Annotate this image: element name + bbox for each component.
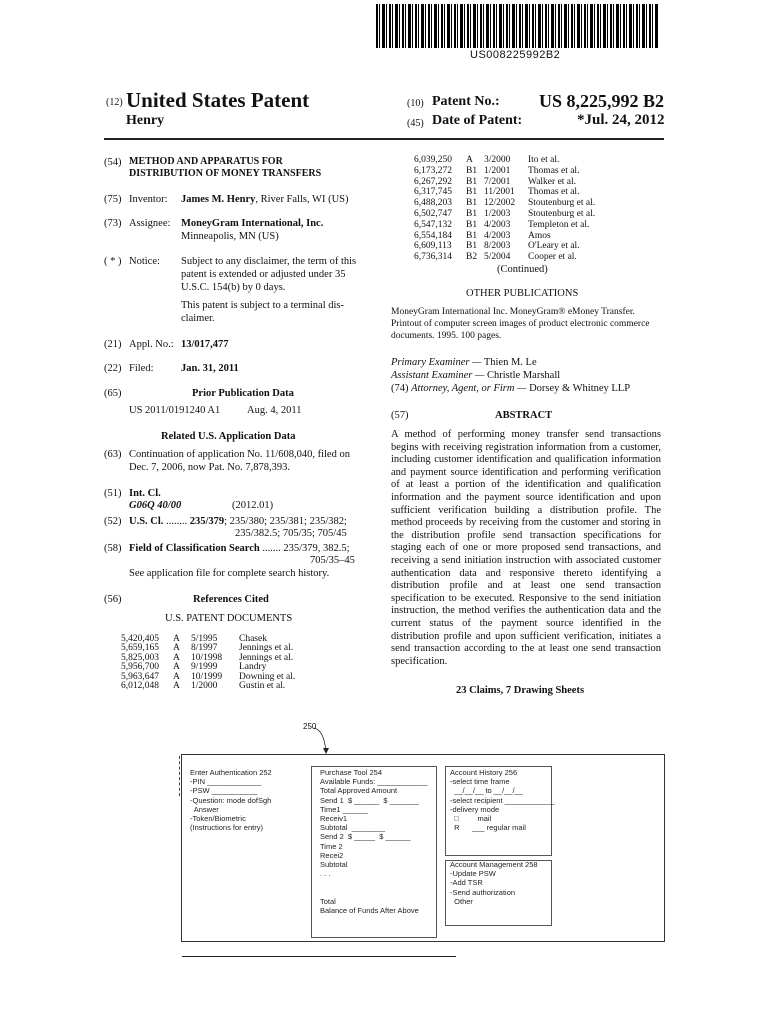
code-75: (75): [104, 194, 122, 205]
inventor-line: [181, 194, 349, 207]
citation-kind: A: [173, 652, 180, 663]
field-dots: .......: [262, 543, 281, 554]
citation-date: 8/1997: [191, 643, 218, 654]
code-12: (12): [106, 97, 123, 108]
citation-num: 6,267,292: [414, 176, 452, 187]
citation-name: Thomas et al.: [528, 165, 580, 176]
code-63: (63): [104, 449, 122, 460]
notice-line1: Subject to any disclaimer, the term of this: [181, 256, 357, 267]
prior-pub-date: Aug. 4, 2011: [247, 405, 302, 416]
inventor-location: , River Falls, WI (US): [255, 194, 349, 205]
attorney-label: Attorney, Agent, or Firm —: [411, 383, 527, 394]
figure-bottom-rule: [182, 956, 456, 957]
citation-name: O'Leary et al.: [528, 241, 580, 252]
figure-ref-arrow: [300, 722, 340, 758]
citation-kind: B1: [466, 219, 478, 230]
citation-num: 6,502,747: [414, 209, 452, 219]
field-label: Field of Classification Search: [129, 543, 260, 554]
abstract-heading: ABSTRACT: [495, 410, 553, 421]
citation-name: Jennings et al.: [239, 652, 294, 663]
code-51: (51): [104, 488, 122, 499]
continued-note: (Continued): [497, 264, 548, 275]
date-of-patent: *Jul. 24, 2012: [577, 112, 665, 128]
citation-row: [414, 198, 595, 208]
citation-row: [414, 220, 589, 230]
uspd-heading: U.S. PATENT DOCUMENTS: [165, 613, 293, 624]
citation-kind: A: [466, 155, 473, 165]
citation-row: [414, 166, 579, 176]
authentication-panel-text: Enter Authentication 252 -PIN _____________ -PSW ___________ -Question: mode dofSgh Answer -Token/Biometric (Instructions for entry): [190, 768, 272, 833]
assignee-name: MoneyGram International, Inc.: [181, 218, 324, 229]
intcl-label: Int. Cl.: [129, 488, 161, 499]
figure-dashed-edge: [179, 756, 180, 796]
field-note: See application file for complete search history.: [129, 568, 330, 579]
citation-date: 1/2003: [484, 209, 511, 219]
continuation-line2: Dec. 7, 2006, now Pat. No. 7,878,393.: [129, 462, 290, 473]
patent-title: United States Patent: [126, 88, 310, 112]
citation-name: Walker et al.: [528, 176, 577, 187]
figure-ref: 250: [303, 722, 317, 731]
notice-line2: patent is extended or adjusted under 35: [181, 269, 346, 280]
citation-kind: B2: [466, 252, 478, 263]
citation-kind: A: [173, 634, 180, 644]
citation-row: [414, 241, 580, 251]
purchase-tool-text: Purchase Tool 254 Available Funds: ____________ Total Approved Amount Send 1 $ ______ $ _______ Time1 ______ Receiv1 Subtotal ________ Send 2 $ _____ $ ______ Time 2 Recei2 Subtotal . . . Total Balance of Funds After Above: [320, 768, 428, 916]
citation-num: 5,659,165: [121, 643, 159, 654]
citation-name: Thomas et al.: [528, 187, 580, 198]
assistant-name: Christle Marshall: [486, 370, 561, 381]
citation-date: 8/2003: [484, 241, 511, 252]
citation-date: 4/2003: [484, 230, 511, 241]
citation-num: 6,609,113: [414, 241, 452, 252]
citation-date: 11/2001: [484, 187, 515, 198]
other-pub-line2: Printout of computer screen images of product electronic commerce: [391, 319, 650, 329]
citation-name: Amos: [528, 230, 551, 241]
code-74: (74): [391, 383, 409, 394]
disclaimer-line1: This patent is subject to a terminal dis-: [181, 300, 345, 311]
inventor-surname: Henry: [126, 113, 165, 128]
appl-number: 13/017,477: [181, 339, 229, 350]
other-pub-line1: MoneyGram International Inc. MoneyGram® eMoney Transfer.: [391, 307, 635, 317]
citation-num: 6,736,314: [414, 252, 452, 263]
uscl-rest2: 235/382.5; 705/35; 705/45: [235, 528, 347, 539]
citation-date: 5/1995: [191, 634, 218, 644]
citation-num: 6,173,272: [414, 165, 452, 176]
citation-kind: A: [173, 643, 180, 654]
citation-kind: B1: [466, 165, 478, 176]
uscl-main: 235/379: [189, 516, 225, 527]
assignee-label: Assignee:: [129, 218, 171, 229]
appl-label: Appl. No.:: [129, 339, 174, 350]
citation-date: 12/2002: [484, 198, 516, 209]
related-heading: Related U.S. Application Data: [161, 431, 296, 442]
code-56: (56): [104, 594, 122, 605]
code-65: (65): [104, 388, 122, 399]
citation-date: 7/2001: [484, 176, 511, 187]
citation-name: Chasek: [239, 634, 267, 644]
citation-name: Stoutenburg et al.: [528, 198, 596, 209]
prior-pub-number: US 2011/0191240 A1: [129, 405, 221, 416]
citation-num: 5,825,003: [121, 652, 159, 663]
citation-row: [414, 177, 576, 187]
date-label: Date of Patent:: [432, 113, 523, 128]
invention-title-line1: METHOD AND APPARATUS FOR: [129, 156, 283, 167]
citation-row: [414, 187, 579, 197]
citation-num: 6,547,132: [414, 219, 452, 230]
uscl-label: U.S. Cl.: [129, 516, 164, 527]
citation-date: 4/2003: [484, 219, 511, 230]
citation-name: Gustin et al.: [239, 681, 286, 691]
code-notice: ( * ): [104, 256, 122, 267]
citation-kind: A: [173, 671, 180, 682]
citation-date: 10/1999: [191, 671, 223, 682]
header-rule: [104, 138, 664, 140]
citation-num: 6,488,203: [414, 198, 452, 209]
uscl-line1: [129, 516, 347, 529]
disclaimer-line2: claimer.: [181, 313, 215, 324]
code-52: (52): [104, 516, 122, 527]
citation-row: [121, 681, 285, 691]
citation-num: 6,554,184: [414, 230, 452, 241]
citation-row: [414, 209, 595, 219]
citation-num: 5,956,700: [121, 662, 159, 673]
assistant-examiner: [391, 370, 560, 383]
citation-name: Templeton et al.: [528, 219, 590, 230]
code-54: (54): [104, 157, 122, 168]
claims-summary: 23 Claims, 7 Drawing Sheets: [456, 685, 585, 696]
code-57: (57): [391, 410, 409, 421]
code-58: (58): [104, 543, 122, 554]
primary-name: Thien M. Le: [483, 357, 537, 368]
citation-name: Downing et al.: [239, 671, 296, 682]
code-73: (73): [104, 218, 122, 229]
patent-no-label: Patent No.:: [432, 94, 500, 109]
citation-name: Landry: [239, 662, 267, 673]
citation-kind: B1: [466, 241, 478, 252]
citation-kind: B1: [466, 209, 478, 219]
citation-kind: B1: [466, 176, 478, 187]
citation-row: [414, 155, 559, 165]
citation-kind: B1: [466, 230, 478, 241]
attorney-line: [391, 383, 630, 396]
citation-num: 6,039,250: [414, 155, 452, 165]
abstract-text: A method of performing money transfer send transactions begins with receiving registration information from a customer, including customer identification and qualification information and payment source identification and performing verification of at least a portion of the identification and qualification information and the payment source identification and upon sufficient verification building a distribution profile. The method proceeds by receiving from the customer and storing in the distribution profile send transaction specifications for staging each of one or more proposed send transactions, and receiving a send initiation instruction with associated customer authentication data and responsive thereto identifying a distribution profile and at least one send transaction specification to be executed. Responsive to the send initiation instruction, the method verifies the authentication data and the current status of the payment source identified in the distribution profile and upon sufficient verification, initiates a send transaction according to the at least one send transaction specification.: [391, 429, 661, 667]
citation-row: [414, 231, 551, 241]
primary-label: Primary Examiner —: [391, 357, 482, 368]
citation-name: Jennings et al.: [239, 643, 294, 654]
citation-date: 3/2000: [484, 155, 511, 165]
intcl-code: G06Q 40/00: [129, 500, 182, 511]
barcode: [376, 4, 658, 48]
citation-row: [414, 252, 577, 262]
notice-label: Notice:: [129, 256, 160, 267]
citation-num: 5,420,405: [121, 634, 159, 644]
field-line1: [129, 543, 350, 556]
field-value2: 705/35–45: [310, 555, 355, 566]
prior-pub-heading: Prior Publication Data: [192, 388, 294, 399]
citation-kind: B1: [466, 198, 478, 209]
other-pubs-heading: OTHER PUBLICATIONS: [466, 288, 579, 299]
patent-number: US 8,225,992 B2: [539, 91, 665, 111]
invention-title-line2: DISTRIBUTION OF MONEY TRANSFERS: [129, 168, 322, 179]
other-pub-line3: documents. 1995. 100 pages.: [391, 331, 502, 341]
attorney-name: Dorsey & Whitney LLP: [529, 383, 631, 394]
citation-kind: B1: [466, 187, 478, 198]
citation-num: 6,012,048: [121, 681, 159, 691]
citation-date: 9/1999: [191, 662, 218, 673]
citation-date: 10/1998: [191, 652, 223, 663]
filed-date: Jan. 31, 2011: [181, 363, 239, 374]
code-10: (10): [407, 98, 424, 109]
code-22: (22): [104, 363, 122, 374]
continuation-line1: Continuation of application No. 11/608,040, filed on: [129, 449, 350, 460]
uscl-dots: ........: [166, 516, 188, 527]
assignee-location: Minneapolis, MN (US): [181, 231, 279, 242]
citation-name: Cooper et al.: [528, 252, 577, 263]
refs-heading: References Cited: [193, 594, 269, 605]
assistant-label: Assistant Examiner —: [391, 370, 485, 381]
notice-line3: U.S.C. 154(b) by 0 days.: [181, 282, 286, 293]
filed-label: Filed:: [129, 363, 154, 374]
uscl-rest1: ; 235/380; 235/381; 235/382;: [224, 516, 347, 527]
code-21: (21): [104, 339, 122, 350]
field-value1: 235/379, 382.5;: [283, 543, 350, 554]
citation-date: 1/2000: [191, 681, 218, 691]
code-45: (45): [407, 118, 424, 129]
inventor-name: James M. Henry: [181, 194, 256, 205]
intcl-year: (2012.01): [232, 500, 274, 511]
citation-name: Stoutenburg et al.: [528, 209, 596, 219]
citation-kind: A: [173, 662, 180, 673]
citation-num: 6,317,745: [414, 187, 452, 198]
inventor-label: Inventor:: [129, 194, 168, 205]
citation-date: 5/2004: [484, 252, 511, 263]
primary-examiner: [391, 357, 537, 370]
barcode-number: US008225992B2: [470, 49, 561, 61]
account-history-text: Account History 256 -select time frame __/__/__ to __/__/__ -select recipient ____________ -delivery mode □ mail R ___ regular mail Account Management 258 -Update PSW -Add TSR -Send authorization Other: [450, 768, 555, 906]
citation-name: Ito et al.: [528, 155, 560, 165]
citation-kind: A: [173, 681, 180, 691]
citation-num: 5,963,647: [121, 671, 159, 682]
citation-date: 1/2001: [484, 165, 511, 176]
